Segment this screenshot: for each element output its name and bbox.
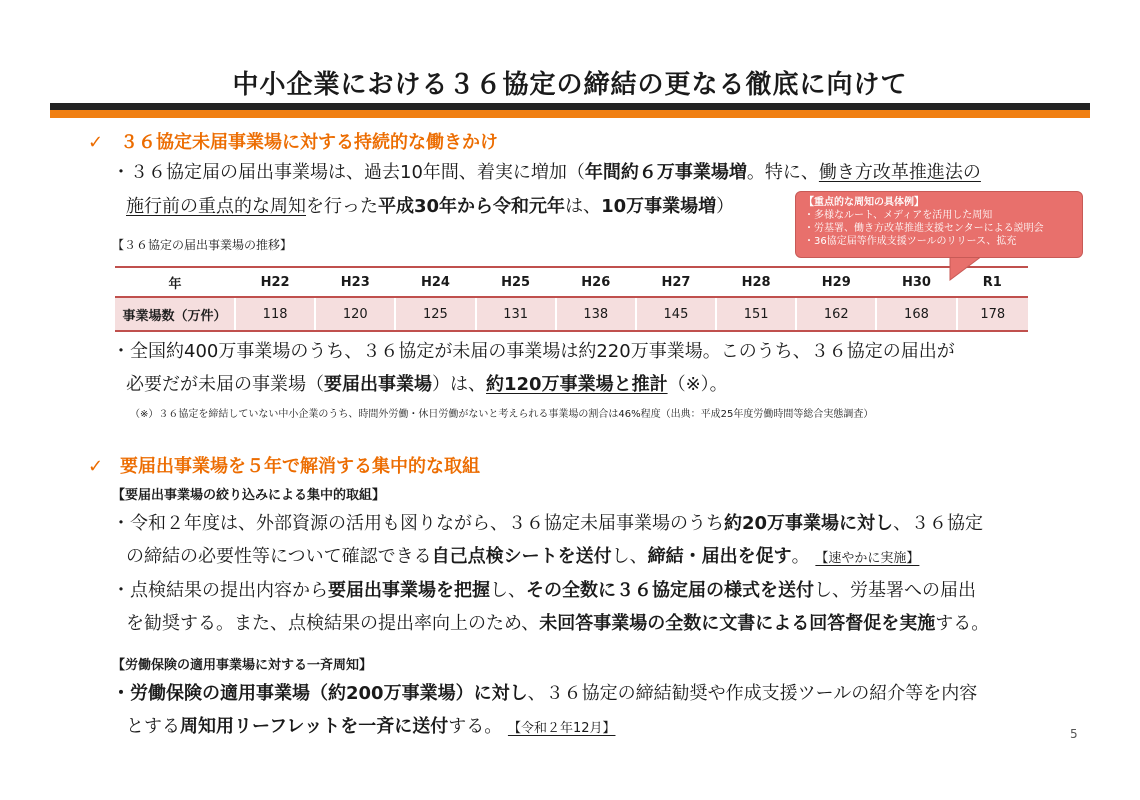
subsection1-heading: 【要届出事業場の絞り込みによる集中的取組】 [112,488,386,503]
page-title: 中小企業における３６協定の締結の更なる徹底に向けて [232,70,908,100]
table-row-label: 事業場数（万件） [115,297,235,331]
text: ）は、 [432,374,486,395]
title-divider-orange [50,110,1090,118]
table-cell: 125 [395,297,475,331]
footnote: （※）３６協定を締結していない中小企業のうち、時間外労働・休日労働がないと考えられる事業場の割合は46%程度（出典：平成25年度労働時間等総合実態調査） [130,409,874,420]
text-bold: 要届出事業場を把握 [328,580,490,601]
text: 、３６協定の締結勧奨や作成支援ツールの紹介等を内容 [527,683,978,704]
text: し、労基署への届出 [814,580,976,601]
section1-bullet2-line1: ・全国約400万事業場のうち、３６協定が未届の事業場は約220万事業場。このうち、３６協定の届出が [112,341,955,362]
table-cell: 145 [636,297,716,331]
text-underlined: 施行前の重点的な周知 [126,196,306,217]
table-cell: 151 [716,297,796,331]
table-cell: 118 [235,297,315,331]
table-header-cell: H27 [636,267,716,297]
text-bold: 締結・届出を促す [647,546,792,567]
text: 、３６協定 [893,513,984,534]
section2-para3-line1 [112,682,977,706]
section2-para1-line2 [126,545,919,571]
table-row [115,297,1028,331]
section2-heading [88,452,480,478]
registrations-table [115,266,1028,332]
section2-para2-line2 [126,612,989,636]
table-cell: 178 [957,297,1028,331]
text-bold-underlined: 約120万事業場と推計 [486,374,668,395]
callout-title: 【重点的な周知の具体例】 [804,197,924,208]
page-number: 5 [1070,727,1078,741]
callout-item: ・労基署、働き方改革推進支援センターによる説明会 [804,223,1044,234]
text: ・点検結果の提出内容から [112,580,328,601]
table-header-cell: H26 [556,267,636,297]
text: ） [716,196,735,217]
table-caption: 【３６協定の届出事業場の推移】 [112,238,293,252]
text-bold: 10万事業場増 [601,196,717,217]
text: する。 [935,613,990,634]
section2-para3-line2 [126,715,615,741]
timing-tag: 【令和２年12月】 [507,721,616,736]
checkmark-icon: ✓ [88,456,104,477]
text-bold: 周知用リーフレットを一斉に送付 [180,716,449,737]
callout-item: ・多様なルート、メディアを活用した周知 [804,210,993,221]
table-header-cell: H22 [235,267,315,297]
text: を勧奨する。また、点検結果の提出率向上のため、 [126,613,540,634]
table-header-cell: R1 [957,267,1028,297]
text: 必要だが未届の事業場（ [126,374,324,395]
table-header-cell: H29 [796,267,876,297]
text-bold: ・労働保険の適用事業場（約200万事業場）に対し [112,683,528,704]
text: は、 [565,196,602,217]
table-cell: 120 [315,297,395,331]
callout-box [795,191,1083,258]
table-cell: 168 [876,297,956,331]
table-cell: 131 [476,297,556,331]
text: ・令和２年度は、外部資源の活用も図りながら、３６協定未届事業場のうち [112,513,724,534]
text-bold: 平成30年から令和元年 [378,196,566,217]
text-underlined: 働き方改革推進法の [818,162,981,183]
text: し、 [611,546,648,567]
text: とする [126,716,180,737]
text: し、 [490,580,526,601]
table-header-row [115,267,1028,297]
section1-bullet2-line2 [126,373,728,397]
text-bold: 約20万事業場に対し [724,513,894,534]
section2-para2-line1 [112,579,976,603]
table-header-cell: H25 [476,267,556,297]
section2-para1-line1 [112,512,983,536]
section2-heading-text: 要届出事業場を５年で解消する集中的な取組 [120,456,480,477]
text: を行った [306,196,378,217]
text: 。 [791,546,810,567]
text-bold: 未回答事業場の全数に文書による回答督促を実施 [539,613,936,634]
section1-bullet1-line1 [112,161,981,185]
text: 。特に、 [746,162,819,183]
text: ・３６協定届の届出事業場は、過去10年間、着実に増加（ [112,162,585,183]
text-bold: 自己点検シートを送付 [431,546,612,567]
section1-heading-text: ３６協定未届事業場に対する持続的な働きかけ [120,132,498,153]
table-header-cell: H30 [876,267,956,297]
text-bold: 年間約６万事業場増 [584,162,747,183]
table-header-label: 年 [115,267,235,297]
title-divider-dark [50,103,1090,110]
timing-tag: 【速やかに実施】 [815,551,920,566]
subsection2-heading: 【労働保険の適用事業場に対する一斉周知】 [112,658,373,673]
text: する。 [448,716,503,737]
checkmark-icon: ✓ [88,132,104,153]
callout-item: ・36協定届等作成支援ツールのリリース、拡充 [804,236,1017,247]
text: の締結の必要性等について確認できる [126,546,432,567]
section1-bullet1-line2 [126,195,734,219]
text-bold: 要届出事業場 [324,374,432,395]
section1-heading [88,128,498,154]
table-cell: 138 [556,297,636,331]
table-header-cell: H28 [716,267,796,297]
text: （※）。 [667,374,728,395]
table-header-cell: H23 [315,267,395,297]
table-cell: 162 [796,297,876,331]
table-header-cell: H24 [395,267,475,297]
text-bold: その全数に３６協定届の様式を送付 [526,580,814,601]
